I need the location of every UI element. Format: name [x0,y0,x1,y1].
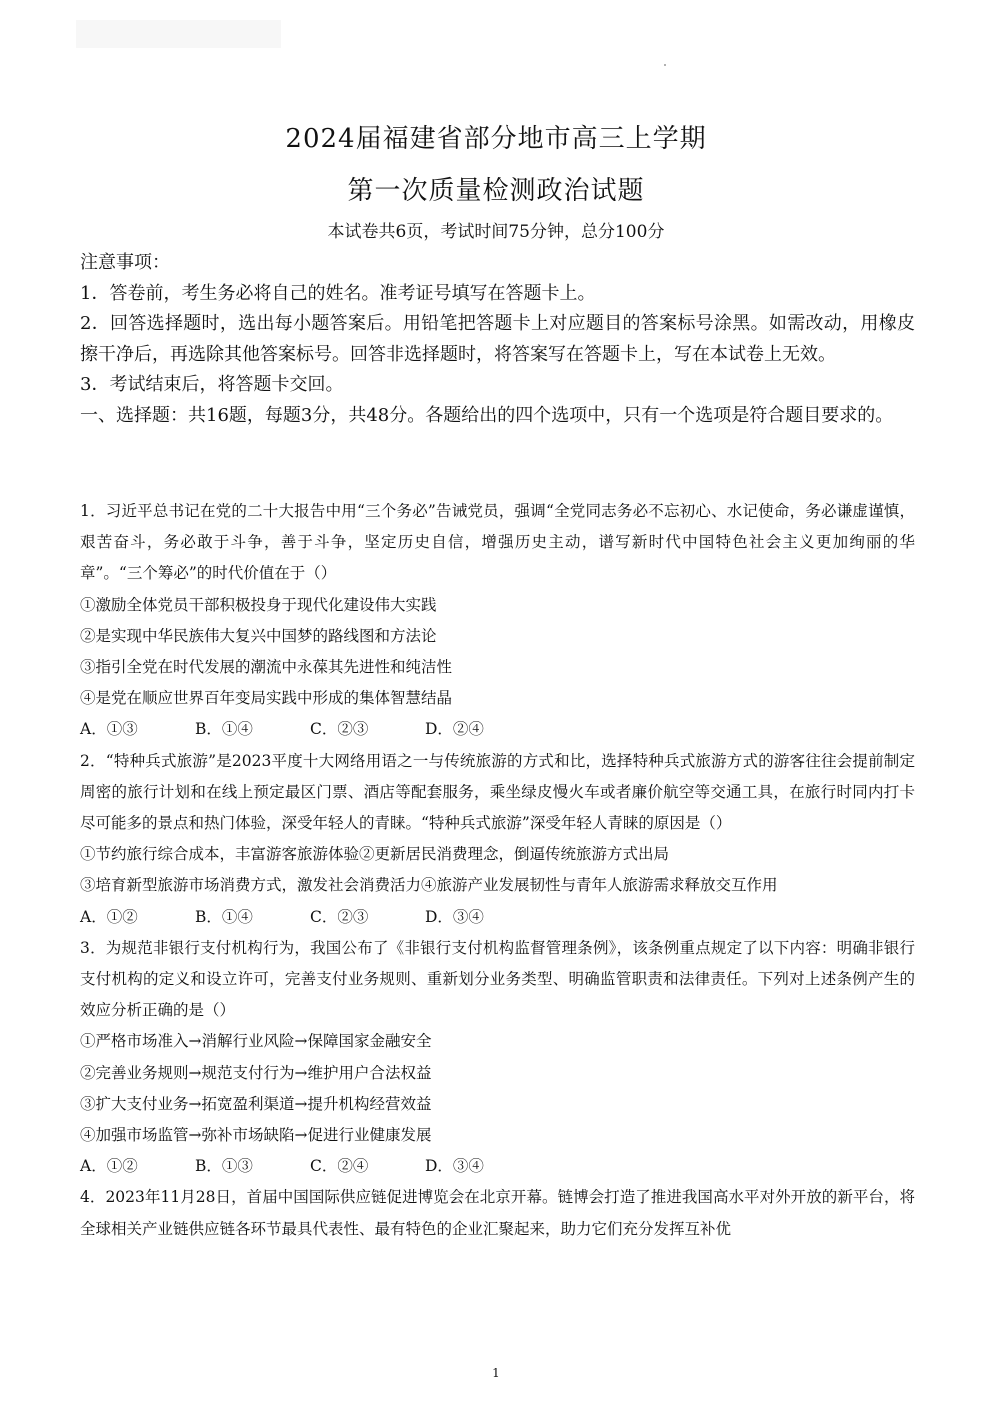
option-b: B．①③ [195,1157,253,1176]
answer-options [80,714,915,745]
notice-section [80,248,915,431]
question-statement: ①激励全体党员干部积极投身于现代化建设伟大实践 [80,595,437,614]
notice-item-3: 3．考试结束后，将答题卡交回。 [80,374,344,395]
section-heading: 一、选择题：共16题，每题3分，共48分。各题给出的四个选项中，只有一个选项是符合题目要求的。 [80,404,894,426]
option-c: C．②④ [310,1157,369,1176]
question-1 [80,496,915,746]
notice-item-2: 2．回答选择题时，选出每小题答案后。用铅笔把答题卡上对应题目的答案标号涂黑。如需改动，用橡皮擦干净后，再选除其他答案标号。回答非选择题时，将答案写在答题卡上，写在本试卷上无效。 [80,313,915,365]
page-number: 1 [492,1366,500,1380]
question-4 [80,1182,915,1244]
question-statement: ④加强市场监管→弥补市场缺陷→促进行业健康发展 [80,1126,432,1145]
option-c: C．②③ [310,907,369,926]
question-stem: 2．“特种兵式旅游”是2023平度十大网络用语之一与传统旅游的方式和比，选择特种兵式旅游方式的游客往往会提前制定周密的旅行计划和在线上预定最区门票、酒店等配套服务，乘坐绿皮慢火车或者廉价航空等交通工具，在旅行时同内打卡尽可能多的景点和热门体验，深受年轻人的青睐。“特种兵式旅游”深受年轻人青睐的原因是（） [80,751,915,833]
question-statement: ③培育新型旅游市场消费方式，激发社会消费活力④旅游产业发展韧性与青年人旅游需求释放交互作用 [80,876,778,895]
question-statement: ③指引全党在时代发展的潮流中永葆其先进性和纯洁性 [80,658,453,677]
notice-heading: 注意事项： [80,252,170,273]
option-b: B．①④ [195,907,253,926]
question-2 [80,746,915,933]
question-statement: ②是实现中华民族伟大复兴中国梦的路线图和方法论 [80,626,437,645]
question-statement: ④是党在顺应世界百年变局实践中形成的集体智慧结晶 [80,689,453,708]
watermark-logo [76,18,281,50]
notice-item-1: 1．答卷前，考生务必将自己的姓名。准考证号填写在答题卡上。 [80,282,596,304]
scan-speck [664,64,666,66]
option-d: D．③④ [425,1157,484,1176]
question-statement: ①节约旅行综合成本，丰富游客旅游体验②更新居民消费理念，倒逼传统旅游方式出局 [80,845,670,864]
option-c: C．②③ [310,720,369,739]
question-3 [80,933,915,1183]
question-stem: 3．为规范非银行支付机构行为，我国公布了《非银行支付机构监督管理条例》，该条例重点规定了以下内容：明确非银行支付机构的定义和设立许可，完善支付业务规则、重新划分业务类型、明确监管职责和法律责任。下列对上述条例产生的效应分析正确的是（） [80,938,915,1020]
exam-subtitle: 本试卷共6页，考试时间75分钟，总分100分 [327,222,665,242]
question-stem: 1．习近平总书记在党的二十大报告中用“三个务必”告诫党员，强调“全党同志务必不忘初心、水记使命，务必谦虚谨慎，艰苦奋斗，务必敢于斗争，善于斗争，坚定历史自信，增强历史主动，谱写新时代中国特色社会主义更加绚丽的华章”。“三个筹必”的时代价值在于（） [80,502,915,583]
question-statement: ③扩大支付业务→拓宽盈利渠道→提升机构经营效益 [80,1094,432,1113]
question-statement: ①严格市场准入→消解行业风险→保障国家金融安全 [80,1032,432,1051]
questions-list [80,496,915,1245]
option-a: A．①③ [80,720,138,739]
exam-title-line2: 第一次质量检测政治试题 [347,176,645,206]
question-statement: ②完善业务规则→规范支付行为→维护用户合法权益 [80,1063,432,1082]
exam-title-line1: 2024届福建省部分地市高三上学期 [285,124,707,154]
option-d: D．②④ [425,720,484,739]
option-a: A．①② [80,907,138,926]
option-a: A．①② [80,1157,138,1176]
option-d: D．③④ [425,907,484,926]
option-b: B．①④ [195,720,253,739]
question-stem: 4．2023年11月28日，首届中国国际供应链促进博览会在北京开幕。链博会打造了推进我国高水平对外开放的新平台，将全球相关产业链供应链各环节最具代表性、最有特色的企业汇聚起来，助力它们充分发挥互补优 [80,1188,915,1238]
answer-options [80,1151,915,1182]
answer-options [80,902,915,933]
